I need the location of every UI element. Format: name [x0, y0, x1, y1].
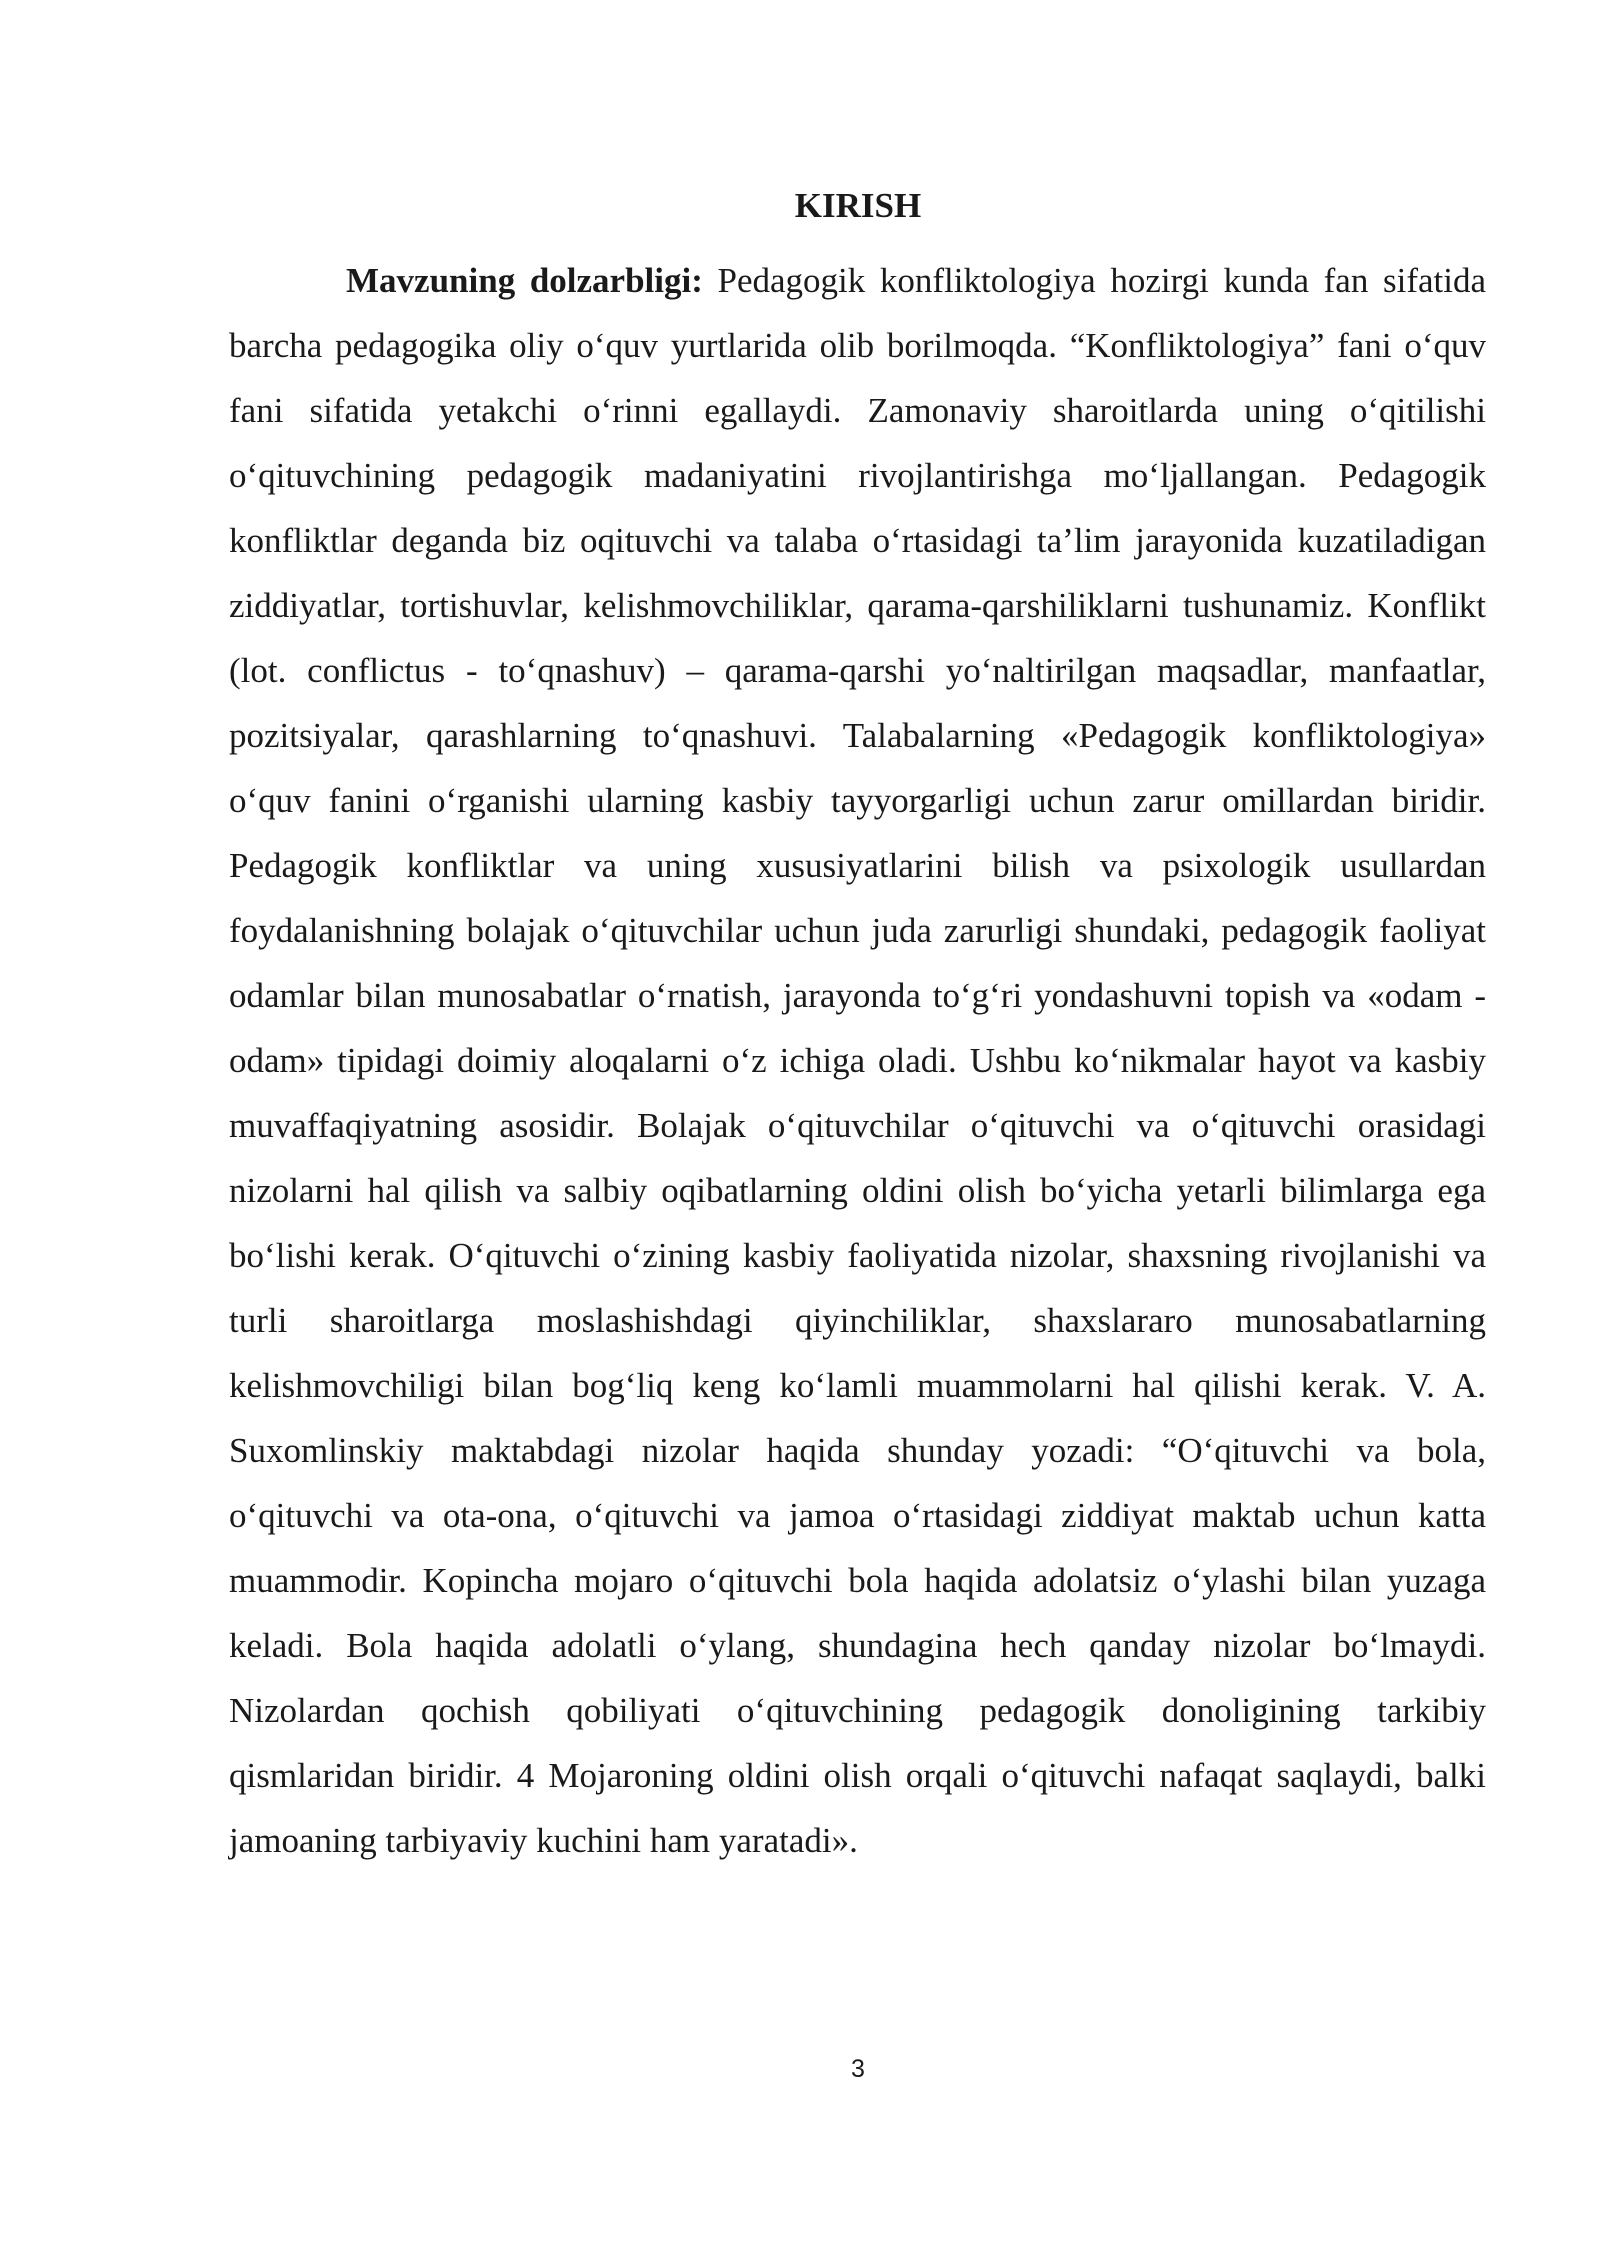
body-paragraph [229, 248, 1486, 1873]
page-number: 3 [851, 2055, 865, 2083]
section-heading: KIRISH [794, 186, 922, 225]
paragraph-text: Pedagogik konfliktologiya hozirgi kunda fan sifatida barcha pedagogika oliy o‘quv yurtlarida olib borilmoqda. “Konfliktologiya” fani o‘quv fani sifatida yetakchi o‘rinni egallaydi. Zamonaviy sharoitlarda uning o‘qitilishi o‘qituvchining pedagogik madaniyatini rivojlantirishga mo‘ljallangan. Pedagogik konfliktlar deganda biz oqituvchi va talaba o‘rtasidagi ta’lim jarayonida kuzatiladigan ziddiyatlar, tortishuvlar, kelishmovchiliklar, qarama-qarshiliklarni tushunamiz. Konflikt (lot. conflictus - to‘qnashuv) – qarama-qarshi yo‘naltirilgan maqsadlar, manfaatlar, pozitsiyalar, qarashlarning to‘qnashuvi. Talabalarning «Pedagogik konfliktologiya» o‘quv fanini o‘rganishi ularning kasbiy tayyorgarligi uchun zarur omillardan biridir. Pedagogik konfliktlar va uning xususiyatlarini bilish va psixologik usullardan foydalanishning bolajak o‘qituvchilar uchun juda zarurligi shundaki, pedagogik faoliyat odamlar bilan munosabatlar o‘rnatish, jarayonda to‘g‘ri yondashuvni topish va «odam - odam» tipidagi doimiy aloqalarni o‘z ichiga oladi. Ushbu ko‘nikmalar hayot va kasbiy muvaffaqiyatning asosidir. Bolajak o‘qituvchilar o‘qituvchi va o‘qituvchi orasidagi nizolarni hal qilish va salbiy oqibatlarning oldini olish bo‘yicha yetarli bilimlarga ega bo‘lishi kerak. O‘qituvchi o‘zining kasbiy faoliyatida nizolar, shaxsning rivojlanishi va turli sharoitlarga moslashishdagi qiyinchiliklar, shaxslararo munosabatlarning kelishmovchiligi bilan bog‘liq keng ko‘lamli muammolarni hal qilishi kerak. V. A. Suxomlinskiy maktabdagi nizolar haqida shunday yozadi: “O‘qituvchi va bola, o‘qituvchi va ota-ona, o‘qituvchi va jamoa o‘rtasidagi ziddiyat maktab uchun katta muammodir. Kopincha mojaro o‘qituvchi bola haqida adolatsiz o‘ylashi bilan yuzaga keladi. Bola haqida adolatli o‘ylang, shundagina hech qanday nizolar bo‘lmaydi. Nizolardan qochish qobiliyati o‘qituvchining pedagogik donoligining tarkibiy qismlaridan biridir. 4 Mojaroning oldini olish orqali o‘qituvchi nafaqat saqlaydi, balki jamoaning tarbiyaviy kuchini ham yaratadi». [229, 261, 1486, 1860]
lead-label: Mavzuning dolzarbligi: [346, 261, 703, 300]
